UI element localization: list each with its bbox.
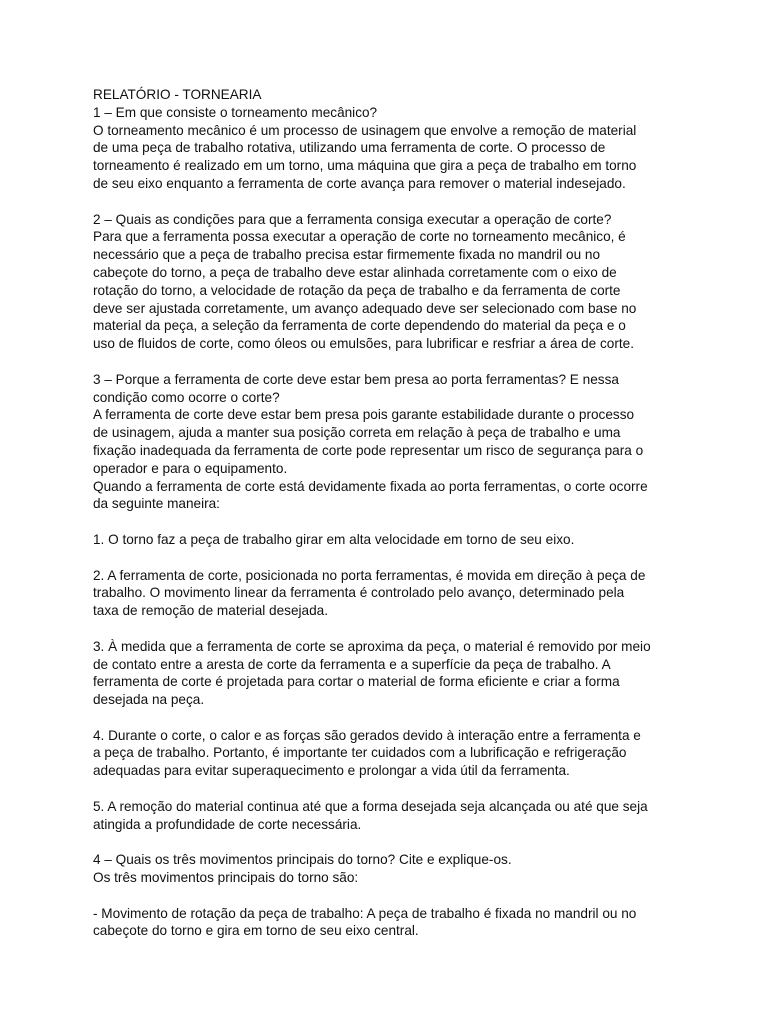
step-5-block — [93, 798, 693, 834]
document-title: RELATÓRIO - TORNEARIA — [93, 87, 262, 102]
paragraph-gap — [93, 549, 693, 567]
paragraph-line: necessário que a peça de trabalho precisa estar firmemente fixada no mandril ou no — [93, 247, 601, 263]
list-item: - Movimento de rotação da peça de trabalho: A peça de trabalho é fixada no mandril ou no — [93, 905, 637, 921]
paragraph-line: de usinagem, ajuda a manter sua posição correta em relação à peça de trabalho e uma — [93, 425, 621, 441]
list-item: de contato entre a aresta de corte da ferramenta e a superfície da peça de trabalho. A — [93, 656, 611, 672]
paragraph-line: de uma peça de trabalho rotativa, utilizando uma ferramenta de corte. O processo de — [93, 140, 606, 156]
list-item: trabalho. O movimento linear da ferramenta é controlado pelo avanço, determinado pela — [93, 585, 625, 601]
step-4-block — [93, 727, 693, 780]
question-heading: 2 – Quais as condições para que a ferramenta consiga executar a operação de corte? — [93, 211, 612, 227]
paragraph-gap — [93, 887, 693, 905]
document-body — [93, 86, 693, 940]
list-item: 3. À medida que a ferramenta de corte se aproxima da peça, o material é removido por meio — [93, 638, 651, 654]
list-item: atingida a profundidade de corte necessária. — [93, 816, 362, 832]
paragraph-gap — [93, 833, 693, 851]
paragraph-line: uso de fluidos de corte, como óleos ou emulsões, para lubrificar e resfriar a área de corte. — [93, 336, 635, 352]
question-2-block — [93, 211, 693, 353]
paragraph-line: da seguinte maneira: — [93, 496, 220, 512]
paragraph-line: operador e para o equipamento. — [93, 460, 288, 476]
paragraph-gap — [93, 620, 693, 638]
list-item: 1. O torno faz a peça de trabalho girar em alta velocidade em torno de seu eixo. — [93, 531, 575, 547]
question-1-block — [93, 104, 693, 193]
list-item: cabeçote do torno e gira em torno de seu eixo central. — [93, 923, 419, 939]
paragraph-line: rotação do torno, a velocidade de rotação da peça de trabalho e da ferramenta de corte — [93, 282, 621, 298]
paragraph-line: torneamento é realizado em um torno, uma máquina que gira a peça de trabalho em torno — [93, 158, 637, 174]
question-heading: 1 – Em que consiste o torneamento mecânico? — [93, 104, 378, 120]
list-item: adequadas para evitar superaquecimento e prolongar a vida útil da ferramenta. — [93, 763, 570, 779]
list-item: 4. Durante o corte, o calor e as forças são gerados devido à interação entre a ferramenta e — [93, 727, 641, 743]
question-heading: 4 – Quais os três movimentos principais do torno? Cite e explique-os. — [93, 852, 512, 868]
paragraph-line: material da peça, a seleção da ferramenta de corte dependendo do material da peça e o — [93, 318, 626, 334]
paragraph-gap — [93, 709, 693, 727]
list-item: a peça de trabalho. Portanto, é importante ter cuidados com a lubrificação e refrigeração — [93, 745, 627, 761]
paragraph-line: fixação inadequada da ferramenta de corte pode representar um risco de segurança para o — [93, 442, 644, 458]
paragraph-gap — [93, 353, 693, 371]
paragraph-line: cabeçote do torno, a peça de trabalho deve estar alinhada corretamente com o eixo de — [93, 264, 617, 280]
paragraph-gap — [93, 193, 693, 211]
paragraph-line: Quando a ferramenta de corte está devidamente fixada ao porta ferramentas, o corte ocorre — [93, 478, 648, 494]
question-3-block — [93, 371, 693, 513]
paragraph-line: Os três movimentos principais do torno são: — [93, 870, 359, 886]
question-heading: condição como ocorre o corte? — [93, 389, 280, 405]
paragraph-line: de seu eixo enquanto a ferramenta de corte avança para remover o material indesejado. — [93, 175, 626, 191]
step-3-block — [93, 638, 693, 709]
paragraph-line: O torneamento mecânico é um processo de usinagem que envolve a remoção de material — [93, 122, 637, 138]
paragraph-gap — [93, 780, 693, 798]
list-item: ferramenta de corte é projetada para cortar o material de forma eficiente e criar a forma — [93, 674, 620, 690]
list-item: 5. A remoção do material continua até que a forma desejada seja alcançada ou até que seja — [93, 798, 648, 814]
step-2-block — [93, 567, 693, 620]
paragraph-gap — [93, 513, 693, 531]
question-heading: 3 – Porque a ferramenta de corte deve estar bem presa ao porta ferramentas? E nessa — [93, 371, 619, 387]
movement-1-block — [93, 905, 693, 941]
list-item: taxa de remoção de material desejada. — [93, 603, 329, 619]
question-4-block — [93, 851, 693, 887]
paragraph-line: Para que a ferramenta possa executar a operação de corte no torneamento mecânico, é — [93, 229, 626, 245]
list-item: 2. A ferramenta de corte, posicionada no porta ferramentas, é movida em direção à peça de — [93, 567, 646, 583]
paragraph-line: deve ser ajustada corretamente, um avanço adequado deve ser selecionado com base no — [93, 300, 637, 316]
list-item: desejada na peça. — [93, 692, 205, 708]
step-1-block — [93, 531, 693, 549]
paragraph-line: A ferramenta de corte deve estar bem presa pois garante estabilidade durante o processo — [93, 407, 635, 423]
